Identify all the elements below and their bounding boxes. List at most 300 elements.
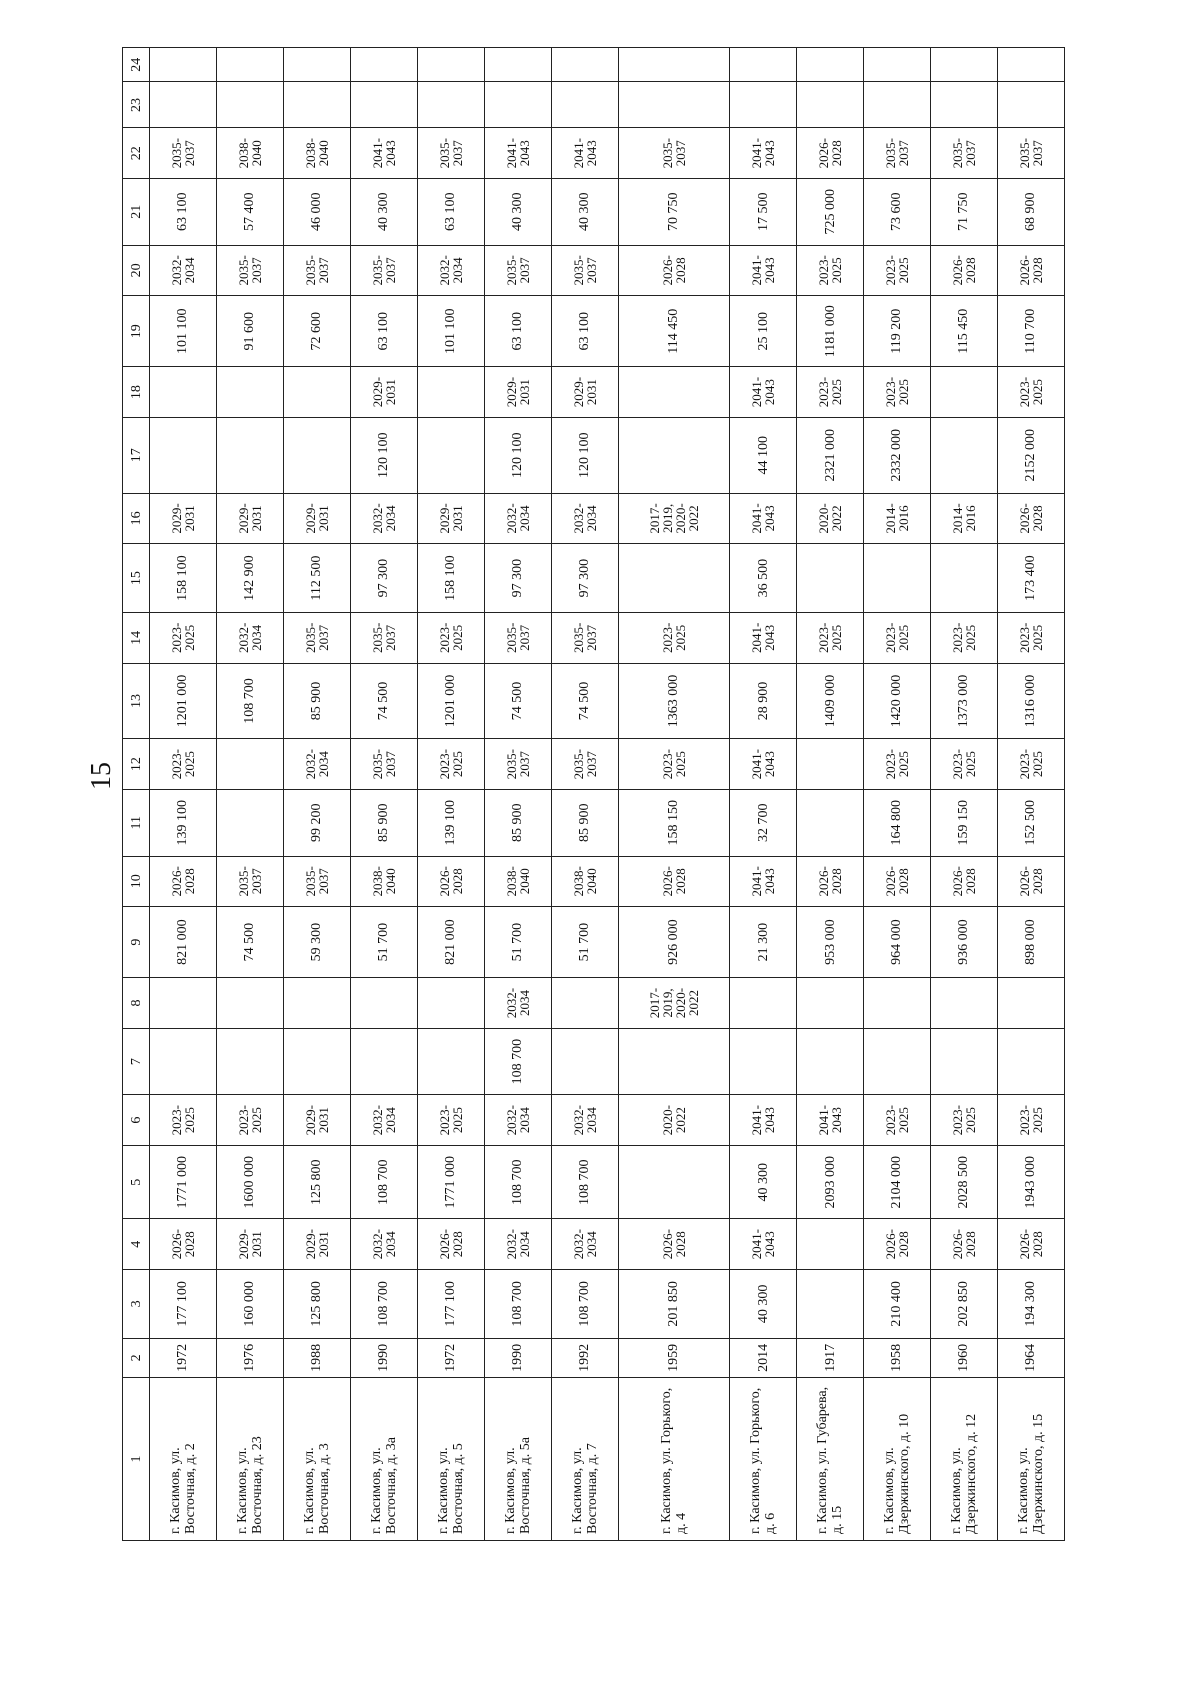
table-cell: [484, 1338, 551, 1377]
table-cell: [417, 1095, 484, 1146]
table-cell: [930, 663, 997, 739]
cell-text: 177 100: [443, 1281, 459, 1327]
table-cell: [797, 417, 864, 493]
table-row: [618, 48, 730, 1541]
table-cell: [150, 367, 217, 418]
table-cell: [484, 739, 551, 790]
address-cell: [864, 1377, 931, 1540]
table-cell: [216, 128, 283, 179]
data-table: [122, 47, 1065, 1541]
table-cell: [150, 245, 217, 296]
table-cell: [484, 367, 551, 418]
table-cell: [618, 1219, 730, 1270]
table-row: [864, 48, 931, 1541]
cell-text: 152 500: [1023, 799, 1039, 846]
table-row: [484, 48, 551, 1541]
cell-text: 2152 000: [1023, 428, 1039, 482]
table-cell: [997, 856, 1064, 907]
cell-text: 2026- 2028: [949, 866, 978, 897]
table-cell: [618, 48, 730, 82]
table-cell: [730, 613, 797, 664]
table-cell: [283, 245, 350, 296]
cell-text: 1988: [309, 1343, 325, 1372]
cell-text: 1976: [242, 1343, 258, 1372]
cell-text: 40 300: [376, 192, 392, 232]
table-cell: [797, 493, 864, 544]
cell-text: 2026- 2028: [659, 255, 688, 286]
cell-text: 119 200: [889, 308, 905, 354]
cell-text: 2041- 2043: [503, 138, 532, 169]
table-cell: [730, 178, 797, 245]
cell-text: 2026- 2028: [168, 866, 197, 897]
table-cell: [216, 367, 283, 418]
cell-text: 2023- 2025: [949, 1105, 978, 1136]
cell-text: 108 700: [510, 1038, 526, 1085]
cell-text: 21 300: [755, 922, 771, 962]
column-header: 15: [123, 544, 150, 613]
table-cell: [797, 856, 864, 907]
cell-text: 17 500: [755, 192, 771, 232]
table-cell: [797, 544, 864, 613]
cell-text: 964 000: [889, 919, 905, 965]
cell-text: 36 500: [755, 558, 771, 598]
table-cell: [283, 544, 350, 613]
table-cell: [484, 417, 551, 493]
table-cell: [797, 128, 864, 179]
table-cell: [730, 978, 797, 1029]
table-cell: [350, 789, 417, 856]
table-cell: [730, 367, 797, 418]
cell-text: 1972: [443, 1343, 459, 1372]
cell-text: 2035- 2037: [235, 866, 264, 897]
address-cell: [484, 1377, 551, 1540]
cell-text: 63 100: [443, 192, 459, 232]
table-cell: [350, 493, 417, 544]
table-cell: [618, 82, 730, 128]
table-cell: [417, 907, 484, 978]
table-cell: [150, 82, 217, 128]
cell-text: 2026- 2028: [816, 138, 845, 169]
cell-text: 125 800: [309, 1159, 325, 1205]
table-cell: [216, 978, 283, 1029]
table-cell: [216, 663, 283, 739]
table-cell: [618, 856, 730, 907]
table-cell: [930, 417, 997, 493]
cell-text: 74 500: [242, 922, 258, 962]
column-header: 23: [123, 82, 150, 128]
table-cell: [283, 1269, 350, 1338]
table-cell: [797, 82, 864, 128]
table-cell: [551, 907, 618, 978]
cell-text: г. Касимов, ул. Восточная, д. 23: [234, 1436, 265, 1534]
table-cell: [216, 1219, 283, 1270]
table-cell: [930, 1028, 997, 1095]
table-cell: [797, 1338, 864, 1377]
table-cell: [551, 128, 618, 179]
table-cell: [618, 296, 730, 367]
table-cell: [997, 1145, 1064, 1219]
column-header: 16: [123, 493, 150, 544]
cell-text: 2035- 2037: [659, 138, 688, 169]
cell-text: 2035- 2037: [1016, 138, 1045, 169]
column-header: 12: [123, 739, 150, 790]
table-cell: [484, 978, 551, 1029]
column-header: 5: [123, 1145, 150, 1219]
cell-text: 2023- 2025: [436, 1105, 465, 1136]
table-cell: [864, 493, 931, 544]
cell-text: 2023- 2025: [882, 748, 911, 780]
table-cell: [930, 789, 997, 856]
table-cell: [997, 296, 1064, 367]
cell-text: 2023- 2025: [168, 748, 197, 780]
cell-text: 2035- 2037: [302, 866, 331, 897]
cell-text: 2029- 2031: [302, 503, 331, 534]
cell-text: 2032- 2034: [503, 503, 532, 534]
table-cell: [216, 417, 283, 493]
table-cell: [997, 1095, 1064, 1146]
table-cell: [150, 1145, 217, 1219]
table-cell: [283, 296, 350, 367]
table-cell: [350, 82, 417, 128]
table-cell: [283, 48, 350, 82]
table-cell: [930, 296, 997, 367]
address-cell: [997, 1377, 1064, 1540]
table-cell: [150, 48, 217, 82]
cell-text: г. Касимов, ул. Восточная, д. 5: [435, 1443, 466, 1534]
table-cell: [930, 544, 997, 613]
cell-text: 63 100: [175, 192, 191, 232]
table-cell: [551, 245, 618, 296]
table-cell: [864, 128, 931, 179]
table-cell: [484, 48, 551, 82]
table-cell: [216, 1028, 283, 1095]
cell-text: 2026- 2028: [168, 1229, 197, 1260]
cell-text: 108 700: [376, 1281, 392, 1327]
table-cell: [150, 544, 217, 613]
cell-text: 63 100: [376, 311, 392, 351]
cell-text: 159 150: [956, 799, 972, 846]
table-cell: [150, 663, 217, 739]
cell-text: 1943 000: [1023, 1155, 1039, 1209]
cell-text: 2026- 2028: [1016, 866, 1045, 897]
cell-text: 2041- 2043: [749, 1229, 778, 1260]
cell-text: 2035- 2037: [168, 138, 197, 169]
table-cell: [417, 544, 484, 613]
cell-text: 2104 000: [889, 1155, 905, 1209]
table-cell: [730, 856, 797, 907]
cell-text: 1959: [666, 1343, 682, 1372]
column-header: 17: [123, 417, 150, 493]
cell-text: 120 100: [577, 432, 593, 478]
table-cell: [350, 907, 417, 978]
cell-text: 108 700: [242, 678, 258, 724]
table-cell: [864, 978, 931, 1029]
table-cell: [150, 178, 217, 245]
cell-text: 97 300: [577, 558, 593, 598]
table-cell: [730, 663, 797, 739]
cell-text: 2035- 2037: [235, 255, 264, 286]
table-cell: [864, 178, 931, 245]
cell-text: 2032- 2034: [503, 987, 532, 1019]
table-cell: [864, 48, 931, 82]
column-header: 7: [123, 1028, 150, 1095]
table-cell: [350, 978, 417, 1029]
table-cell: [797, 48, 864, 82]
table-cell: [730, 1269, 797, 1338]
table-cell: [283, 128, 350, 179]
table-cell: [730, 493, 797, 544]
cell-text: 2041- 2043: [749, 138, 778, 169]
table-cell: [551, 1219, 618, 1270]
table-cell: [797, 789, 864, 856]
cell-text: 2093 000: [822, 1155, 838, 1209]
cell-text: 2020- 2022: [816, 503, 845, 534]
table-cell: [618, 1095, 730, 1146]
table-cell: [150, 493, 217, 544]
table-cell: [283, 178, 350, 245]
cell-text: 1972: [175, 1343, 191, 1372]
address-cell: [618, 1377, 730, 1540]
table-cell: [997, 907, 1064, 978]
cell-text: 2023- 2025: [882, 1105, 911, 1136]
column-header: 10: [123, 856, 150, 907]
table-cell: [150, 1338, 217, 1377]
cell-text: 2023- 2025: [436, 748, 465, 780]
cell-text: 28 900: [755, 681, 771, 721]
table-cell: [730, 1145, 797, 1219]
table-cell: [618, 1028, 730, 1095]
table-cell: [417, 1145, 484, 1219]
cell-text: 158 150: [666, 799, 682, 846]
cell-text: г. Касимов, ул. Восточная, д. 3а: [368, 1437, 399, 1534]
cell-text: 1917: [822, 1343, 838, 1372]
table-cell: [150, 1028, 217, 1095]
table-cell: [551, 789, 618, 856]
cell-text: 2038- 2040: [235, 138, 264, 169]
table-cell: [283, 1219, 350, 1270]
cell-text: 2041- 2043: [816, 1105, 845, 1136]
cell-text: 1964: [1023, 1343, 1039, 1372]
table-cell: [864, 663, 931, 739]
table-cell: [997, 1028, 1064, 1095]
column-header: 13: [123, 663, 150, 739]
table-cell: [150, 613, 217, 664]
table-cell: [551, 1269, 618, 1338]
cell-text: 2041- 2043: [749, 1105, 778, 1136]
cell-text: 2023- 2025: [882, 622, 911, 653]
table-cell: [283, 907, 350, 978]
table-cell: [417, 178, 484, 245]
cell-text: 2035- 2037: [570, 622, 599, 653]
cell-text: 85 900: [376, 803, 392, 842]
cell-text: 2035- 2037: [369, 622, 398, 653]
table-cell: [797, 1269, 864, 1338]
cell-text: 112 500: [309, 555, 325, 601]
cell-text: 46 000: [309, 192, 325, 232]
table-cell: [730, 48, 797, 82]
table-cell: [551, 367, 618, 418]
table-cell: [350, 1338, 417, 1377]
table-cell: [417, 739, 484, 790]
table-cell: [150, 907, 217, 978]
table-cell: [551, 1145, 618, 1219]
cell-text: 97 300: [376, 558, 392, 598]
cell-text: 2023- 2025: [882, 376, 911, 408]
table-cell: [730, 1219, 797, 1270]
cell-text: 2026- 2028: [659, 1229, 688, 1260]
cell-text: 2023- 2025: [882, 255, 911, 286]
cell-text: 44 100: [755, 435, 771, 475]
cell-text: 108 700: [577, 1281, 593, 1327]
address-cell: [150, 1377, 217, 1540]
table-cell: [484, 856, 551, 907]
table-cell: [417, 1269, 484, 1338]
table-cell: [216, 1095, 283, 1146]
table-row: [283, 48, 350, 1541]
cell-text: 51 700: [376, 922, 392, 962]
cell-text: 2014: [755, 1343, 771, 1372]
address-cell: [930, 1377, 997, 1540]
cell-text: 40 300: [577, 192, 593, 232]
cell-text: 139 100: [175, 799, 191, 846]
table-cell: [350, 1095, 417, 1146]
table-row: [551, 48, 618, 1541]
table-cell: [864, 417, 931, 493]
table-cell: [864, 1269, 931, 1338]
table-cell: [417, 245, 484, 296]
table-cell: [150, 296, 217, 367]
table-cell: [484, 178, 551, 245]
cell-text: 2026- 2028: [1016, 1229, 1045, 1260]
cell-text: 2023- 2025: [436, 622, 465, 653]
table-cell: [283, 367, 350, 418]
cell-text: 1771 000: [443, 1155, 459, 1209]
table-cell: [997, 978, 1064, 1029]
cell-text: 101 100: [175, 308, 191, 354]
table-cell: [417, 613, 484, 664]
cell-text: 2026- 2028: [1016, 255, 1045, 286]
table-cell: [864, 1338, 931, 1377]
table-cell: [864, 1095, 931, 1146]
cell-text: 68 900: [1023, 192, 1039, 232]
address-cell: [797, 1377, 864, 1540]
table-cell: [797, 178, 864, 245]
cell-text: 2029- 2031: [168, 503, 197, 534]
cell-text: 926 000: [666, 919, 682, 965]
cell-text: 40 300: [755, 1162, 771, 1202]
table-cell: [484, 1145, 551, 1219]
table-cell: [350, 1028, 417, 1095]
cell-text: 2041- 2043: [749, 255, 778, 286]
cell-text: 72 600: [309, 311, 325, 351]
table-cell: [150, 978, 217, 1029]
table-cell: [350, 856, 417, 907]
table-cell: [350, 663, 417, 739]
table-cell: [150, 789, 217, 856]
column-header: 8: [123, 978, 150, 1029]
cell-text: 108 700: [577, 1159, 593, 1205]
table-cell: [618, 245, 730, 296]
cell-text: 2023- 2025: [1016, 748, 1045, 780]
cell-text: 177 100: [175, 1281, 191, 1327]
table-cell: [484, 493, 551, 544]
table-cell: [730, 907, 797, 978]
cell-text: 63 100: [577, 311, 593, 351]
table-cell: [618, 789, 730, 856]
cell-text: 2032- 2034: [369, 1105, 398, 1136]
cell-text: 2041- 2043: [570, 138, 599, 169]
column-header: 14: [123, 613, 150, 664]
table-cell: [864, 907, 931, 978]
table-cell: [618, 978, 730, 1029]
cell-text: 2029- 2031: [503, 376, 532, 408]
cell-text: 1990: [376, 1343, 392, 1372]
cell-text: 2023- 2025: [816, 255, 845, 286]
table-cell: [997, 417, 1064, 493]
cell-text: 2035- 2037: [503, 748, 532, 780]
cell-text: 2023- 2025: [168, 1105, 197, 1136]
table-cell: [730, 82, 797, 128]
cell-text: 2038- 2040: [302, 138, 331, 169]
cell-text: 2035- 2037: [570, 255, 599, 286]
table-cell: [350, 178, 417, 245]
cell-text: 1420 000: [889, 674, 905, 728]
table-cell: [283, 493, 350, 544]
column-header: 21: [123, 178, 150, 245]
table-cell: [283, 1028, 350, 1095]
table-cell: [283, 1338, 350, 1377]
table-cell: [797, 245, 864, 296]
table-cell: [216, 739, 283, 790]
column-header: 22: [123, 128, 150, 179]
cell-text: 898 000: [1023, 919, 1039, 965]
table-cell: [864, 245, 931, 296]
table-cell: [864, 82, 931, 128]
table-cell: [797, 907, 864, 978]
table-cell: [417, 856, 484, 907]
table-cell: [350, 544, 417, 613]
table-cell: [417, 493, 484, 544]
cell-text: 2026- 2028: [882, 866, 911, 897]
cell-text: 2026- 2028: [949, 255, 978, 286]
table-cell: [997, 1219, 1064, 1270]
cell-text: 2035- 2037: [302, 255, 331, 286]
table-cell: [417, 296, 484, 367]
cell-text: 2035- 2037: [302, 622, 331, 653]
column-header: 18: [123, 367, 150, 418]
cell-text: г. Касимов, ул. Дзержинского, д. 15: [1015, 1413, 1046, 1534]
cell-text: г. Касимов, ул. Восточная, д. 3: [301, 1443, 332, 1534]
cell-text: 2321 000: [822, 428, 838, 482]
table-cell: [484, 907, 551, 978]
table-row: [216, 48, 283, 1541]
cell-text: 40 300: [510, 192, 526, 232]
cell-text: 32 700: [755, 803, 771, 842]
column-header: 1: [123, 1377, 150, 1540]
cell-text: 1373 000: [956, 674, 972, 728]
cell-text: 2032- 2034: [570, 1229, 599, 1260]
table-cell: [997, 367, 1064, 418]
table-cell: [350, 1219, 417, 1270]
table-cell: [618, 544, 730, 613]
cell-text: 63 100: [510, 311, 526, 351]
table-cell: [484, 663, 551, 739]
cell-text: 2029- 2031: [570, 376, 599, 408]
cell-text: 2026- 2028: [436, 866, 465, 897]
table-row: [417, 48, 484, 1541]
table-cell: [930, 739, 997, 790]
table-cell: [484, 544, 551, 613]
